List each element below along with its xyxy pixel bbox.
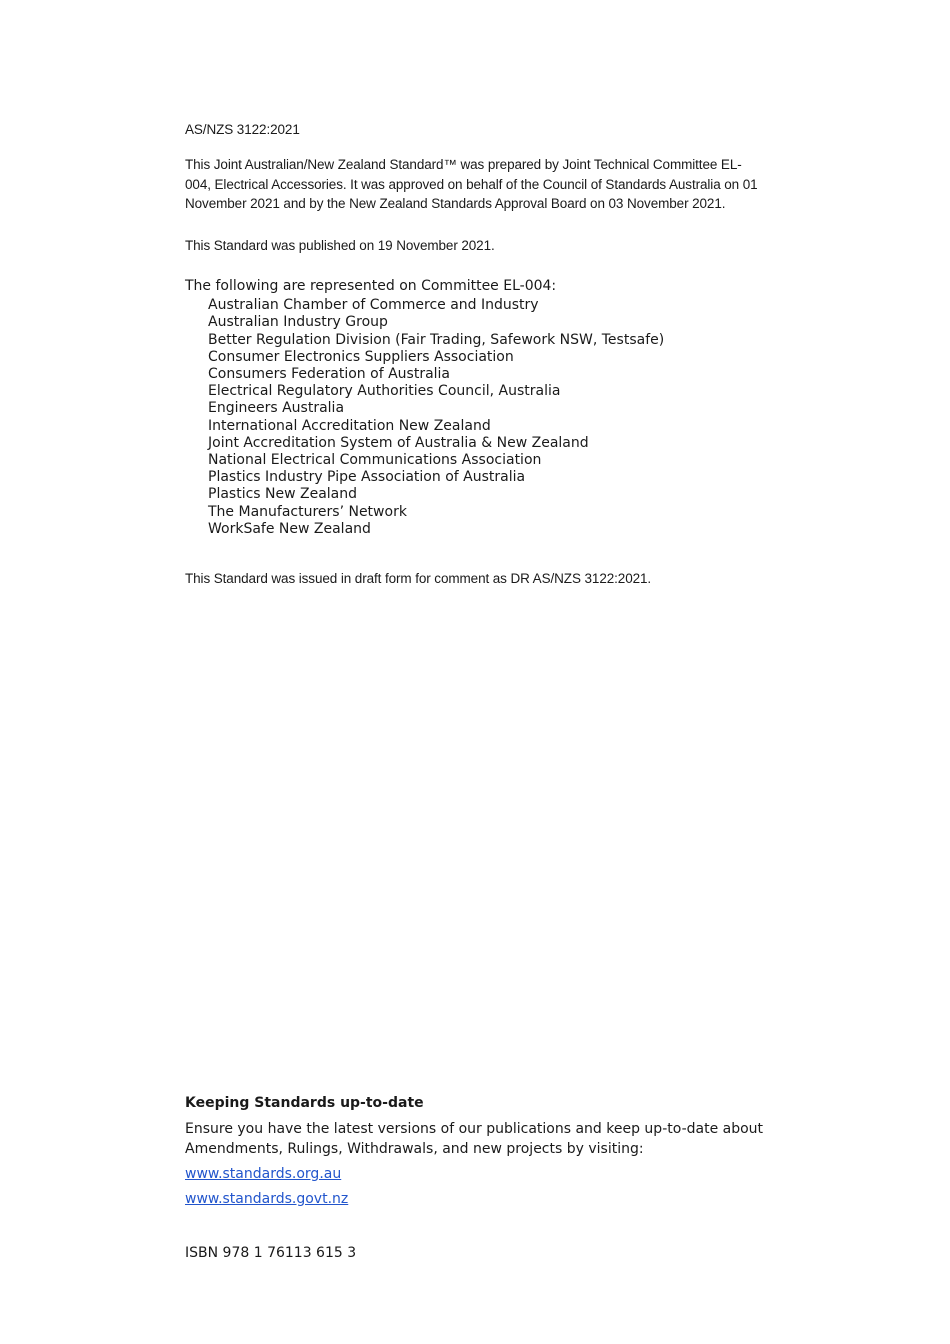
list-item: National Electrical Communications Association [208, 452, 542, 469]
list-item: Better Regulation Division (Fair Trading, Safework NSW, Testsafe) [208, 331, 665, 348]
keeping-up-to-date-section [185, 1094, 785, 1214]
list-item: The Manufacturers’ Network [208, 503, 407, 520]
keeping-body: Ensure you have the latest versions of our publications and keep up-to-date about Amendments, Rulings, Withdrawals, and new projects by visiting: [185, 1121, 764, 1157]
list-item: Joint Accreditation System of Australia & New Zealand [208, 434, 589, 451]
list-item: Plastics Industry Pipe Association of Australia [208, 469, 526, 486]
draft-statement: This Standard was issued in draft form for comment as DR AS/NZS 3122:2021. [185, 571, 652, 586]
published-statement: This Standard was published on 19 November 2021. [185, 238, 495, 253]
committee-section [185, 278, 664, 538]
list-item: International Accreditation New Zealand [208, 417, 491, 434]
committee-intro: The following are represented on Committee EL-004: [185, 278, 557, 294]
list-item: Plastics New Zealand [208, 486, 358, 503]
list-item: Australian Industry Group [208, 314, 388, 331]
isbn: ISBN 978 1 76113 615 3 [185, 1245, 357, 1261]
list-item: Consumers Federation of Australia [208, 366, 451, 383]
list-item: WorkSafe New Zealand [208, 520, 371, 537]
keeping-heading: Keeping Standards up-to-date [185, 1095, 424, 1111]
list-item: Australian Chamber of Commerce and Industry [208, 297, 539, 314]
list-item: Electrical Regulatory Authorities Council, Australia [208, 383, 561, 400]
committee-member-list [185, 297, 664, 538]
preparation-statement: This Joint Australian/New Zealand Standard™ was prepared by Joint Technical Committee EL-004, Electrical Accessories. It was approved on behalf of the Council of Standards Australia on 01 November 2021 and by the New Zealand Standards Approval Board on 03 November 2021. [185, 157, 758, 211]
list-item: Consumer Electronics Suppliers Association [208, 348, 514, 365]
list-item: Engineers Australia [208, 400, 345, 417]
standards-nz-link[interactable]: www.standards.govt.nz [185, 1191, 349, 1207]
standards-au-link[interactable]: www.standards.org.au [185, 1166, 342, 1182]
standard-code: AS/NZS 3122:2021 [185, 122, 300, 137]
